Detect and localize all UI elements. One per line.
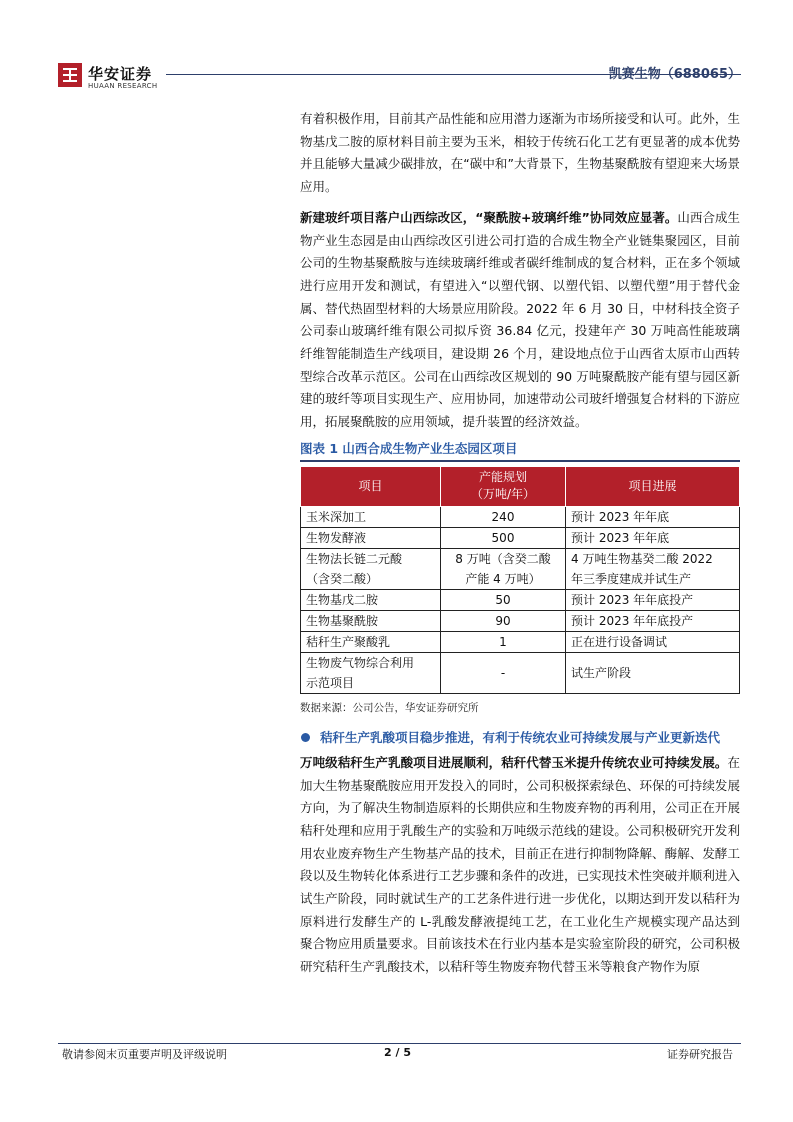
- table-header-cell: [441, 466, 566, 506]
- cell-text-line: 试生产阶段: [571, 665, 632, 680]
- cell-progress: [566, 506, 740, 527]
- cell-text-line: 8 万吨（含癸二酸: [455, 551, 551, 566]
- table-row: [301, 631, 740, 652]
- cell-project: [301, 527, 441, 548]
- table-row: [301, 506, 740, 527]
- table-header-cell: [301, 466, 441, 506]
- cell-project: [301, 506, 441, 527]
- section-bullet: [300, 728, 740, 748]
- cell-project: [301, 548, 441, 589]
- cell-text-line: -: [500, 665, 506, 680]
- paragraph-3: [300, 752, 740, 979]
- cell-text-line: 生物发酵液: [306, 530, 367, 545]
- cell-capacity: [441, 610, 566, 631]
- cell-text-line: 秸秆生产聚酸乳: [306, 634, 391, 649]
- cell-text-line: 预计 2023 年年底: [571, 530, 670, 545]
- figure-rule: [300, 460, 740, 462]
- cell-capacity: [441, 631, 566, 652]
- footer-report-type: 证券研究报告: [667, 1048, 733, 1061]
- cell-capacity: [441, 589, 566, 610]
- cell-text-line: 示范项目: [306, 675, 355, 690]
- table-row: [301, 610, 740, 631]
- data-source: 数据来源：公司公告，华安证券研究所: [300, 701, 479, 714]
- cell-text-line: 4 万吨生物基癸二酸 2022: [571, 551, 713, 566]
- cell-progress: [566, 589, 740, 610]
- cell-text-line: 玉米深加工: [306, 509, 367, 524]
- footer-rule: [58, 1043, 741, 1044]
- logo-text-en: HUAAN RESEARCH: [88, 82, 158, 90]
- cell-text-line: 生物废气物综合利用: [306, 655, 415, 670]
- header-progress: 项目进展: [628, 478, 677, 493]
- cell-progress: [566, 548, 740, 589]
- table-header-row: [301, 466, 740, 506]
- cell-project: [301, 652, 441, 693]
- cell-text-line: 生物基戊二胺: [306, 592, 379, 607]
- bullet-heading: 秸秆生产乳酸项目稳步推进，有利于传统农业可持续发展与产业更新迭代: [320, 729, 721, 745]
- table-row: [301, 548, 740, 589]
- paragraph-2: [300, 207, 740, 434]
- cell-capacity: [441, 527, 566, 548]
- footer-disclaimer: 敬请参阅末页重要声明及评级说明: [62, 1048, 227, 1061]
- header-capacity: 产能规划 （万吨/年）: [470, 470, 536, 502]
- cell-text-line: （含癸二酸）: [306, 571, 379, 586]
- table-row: [301, 589, 740, 610]
- cell-text-line: 预计 2023 年年底投产: [571, 613, 694, 628]
- cell-text-line: 预计 2023 年年底投产: [571, 592, 694, 607]
- paragraph-3-body: 在加大生物基聚酰胺应用开发投入的同时，公司积极探索绿色、环保的可持续发展方向，为了解决生物制造原料的长期供应和生物废弃物的再利用，公司正在开展秸秆处理和应用于乳酸生产的实验和万吨级示范线的建设。公司积极研究开发利用农业废弃物生产生物基产品的技术，目前正在进行抑制物降解、酶解、发酵工段以及生物转化体系进行工艺步骤和条件的改进，已实现技术性突破并顺利进入试生产阶段，同时就试生产的工艺条件进行进一步优化，以期达到开发以秸秆为原料进行发酵生产的 L-乳酸发酵液提纯工艺，在工业化生产规模实现产品达到聚合物应用质量要求。目前该技术在行业内基本是实验室阶段的研究，公司积极研究秸秆生产乳酸技术，以秸秆等生物废弃物代替玉米等粮食产物作为原: [300, 754, 740, 975]
- cell-project: [301, 631, 441, 652]
- cell-capacity: [441, 506, 566, 527]
- figure-title: 图表 1 山西合成生物产业生态园区项目: [300, 440, 518, 456]
- cell-text-line: 正在进行设备调试: [571, 634, 668, 649]
- cell-progress: [566, 652, 740, 693]
- paragraph-2-lead: 新建玻纤项目落户山西综改区，“聚酰胺+玻璃纤维”协同效应显著。: [300, 209, 678, 225]
- header-project: 项目: [358, 478, 383, 493]
- table-row: [301, 527, 740, 548]
- cell-progress: [566, 631, 740, 652]
- project-table: [300, 466, 740, 694]
- logo-text-cn: 华安证券: [88, 65, 153, 83]
- cell-project: [301, 610, 441, 631]
- paragraph-2-body: 山西合成生物产业生态园是由山西综改区引进公司打造的合成生物全产业链集聚园区，目前公司的生物基聚酰胺与连续玻璃纤维或者碳纤维制成的复合材料，正在多个领域进行应用开发和测试，有望进入“以塑代钢、以塑代铝、以塑代塑”用于替代金属、替代热固型材料的大场景应用阶段。2022 年 6 月 30 日，中材科技全资子公司泰山玻璃纤维有限公司拟斥资 36.84 亿元，投建年产 30 万吨高性能玻璃纤维智能制造生产线项目，建设期 26 个月，建设地点位于山西省太原市山西转型综合改革示范区。公司在山西综改区规划的 90 万吨聚酰胺产能有望与园区新建的玻纤等项目实现生产、应用协同，加速带动公司玻纤增强复合材料的下游应用，拓展聚酰胺的应用领域，提升装置的经济效益。: [300, 209, 740, 430]
- table-header-cell: [566, 466, 740, 506]
- paragraph-3-lead: 万吨级秸秆生产乳酸项目进展顺利，秸秆代替玉米提升传统农业可持续发展。: [300, 754, 728, 770]
- cell-text-line: 240: [491, 509, 515, 524]
- cell-progress: [566, 610, 740, 631]
- report-title: 凯赛生物（688065）: [608, 67, 741, 82]
- table-row: [301, 652, 740, 693]
- cell-text-line: 产能 4 万吨）: [465, 571, 541, 586]
- cell-capacity: [441, 652, 566, 693]
- cell-text-line: 1: [499, 634, 507, 649]
- cell-project: [301, 589, 441, 610]
- cell-text-line: 90: [495, 613, 511, 628]
- bullet-dot-icon: [301, 733, 310, 742]
- cell-text-line: 预计 2023 年年底: [571, 509, 670, 524]
- page-header: [58, 63, 741, 97]
- paragraph-1: 有着积极作用，目前其产品性能和应用潜力逐渐为市场所接受和认可。此外，生物基戊二胺的原材料目前主要为玉米，相较于传统石化工艺有更显著的成本优势并且能够大量减少碳排放，在“碳中和”大背景下，生物基聚酰胺有望迎来大场景应用。: [300, 111, 740, 195]
- cell-text-line: 生物法长链二元酸: [306, 551, 403, 566]
- cell-text-line: 生物基聚酰胺: [306, 613, 379, 628]
- cell-text-line: 500: [491, 530, 515, 545]
- cell-text-line: 50: [495, 592, 511, 607]
- cell-text-line: 年三季度建成并试生产: [571, 571, 692, 586]
- cell-capacity: [441, 548, 566, 589]
- cell-progress: [566, 527, 740, 548]
- huaan-logo-icon: [58, 63, 82, 87]
- main-content: [300, 108, 740, 979]
- page-number: 2 / 5: [384, 1046, 411, 1059]
